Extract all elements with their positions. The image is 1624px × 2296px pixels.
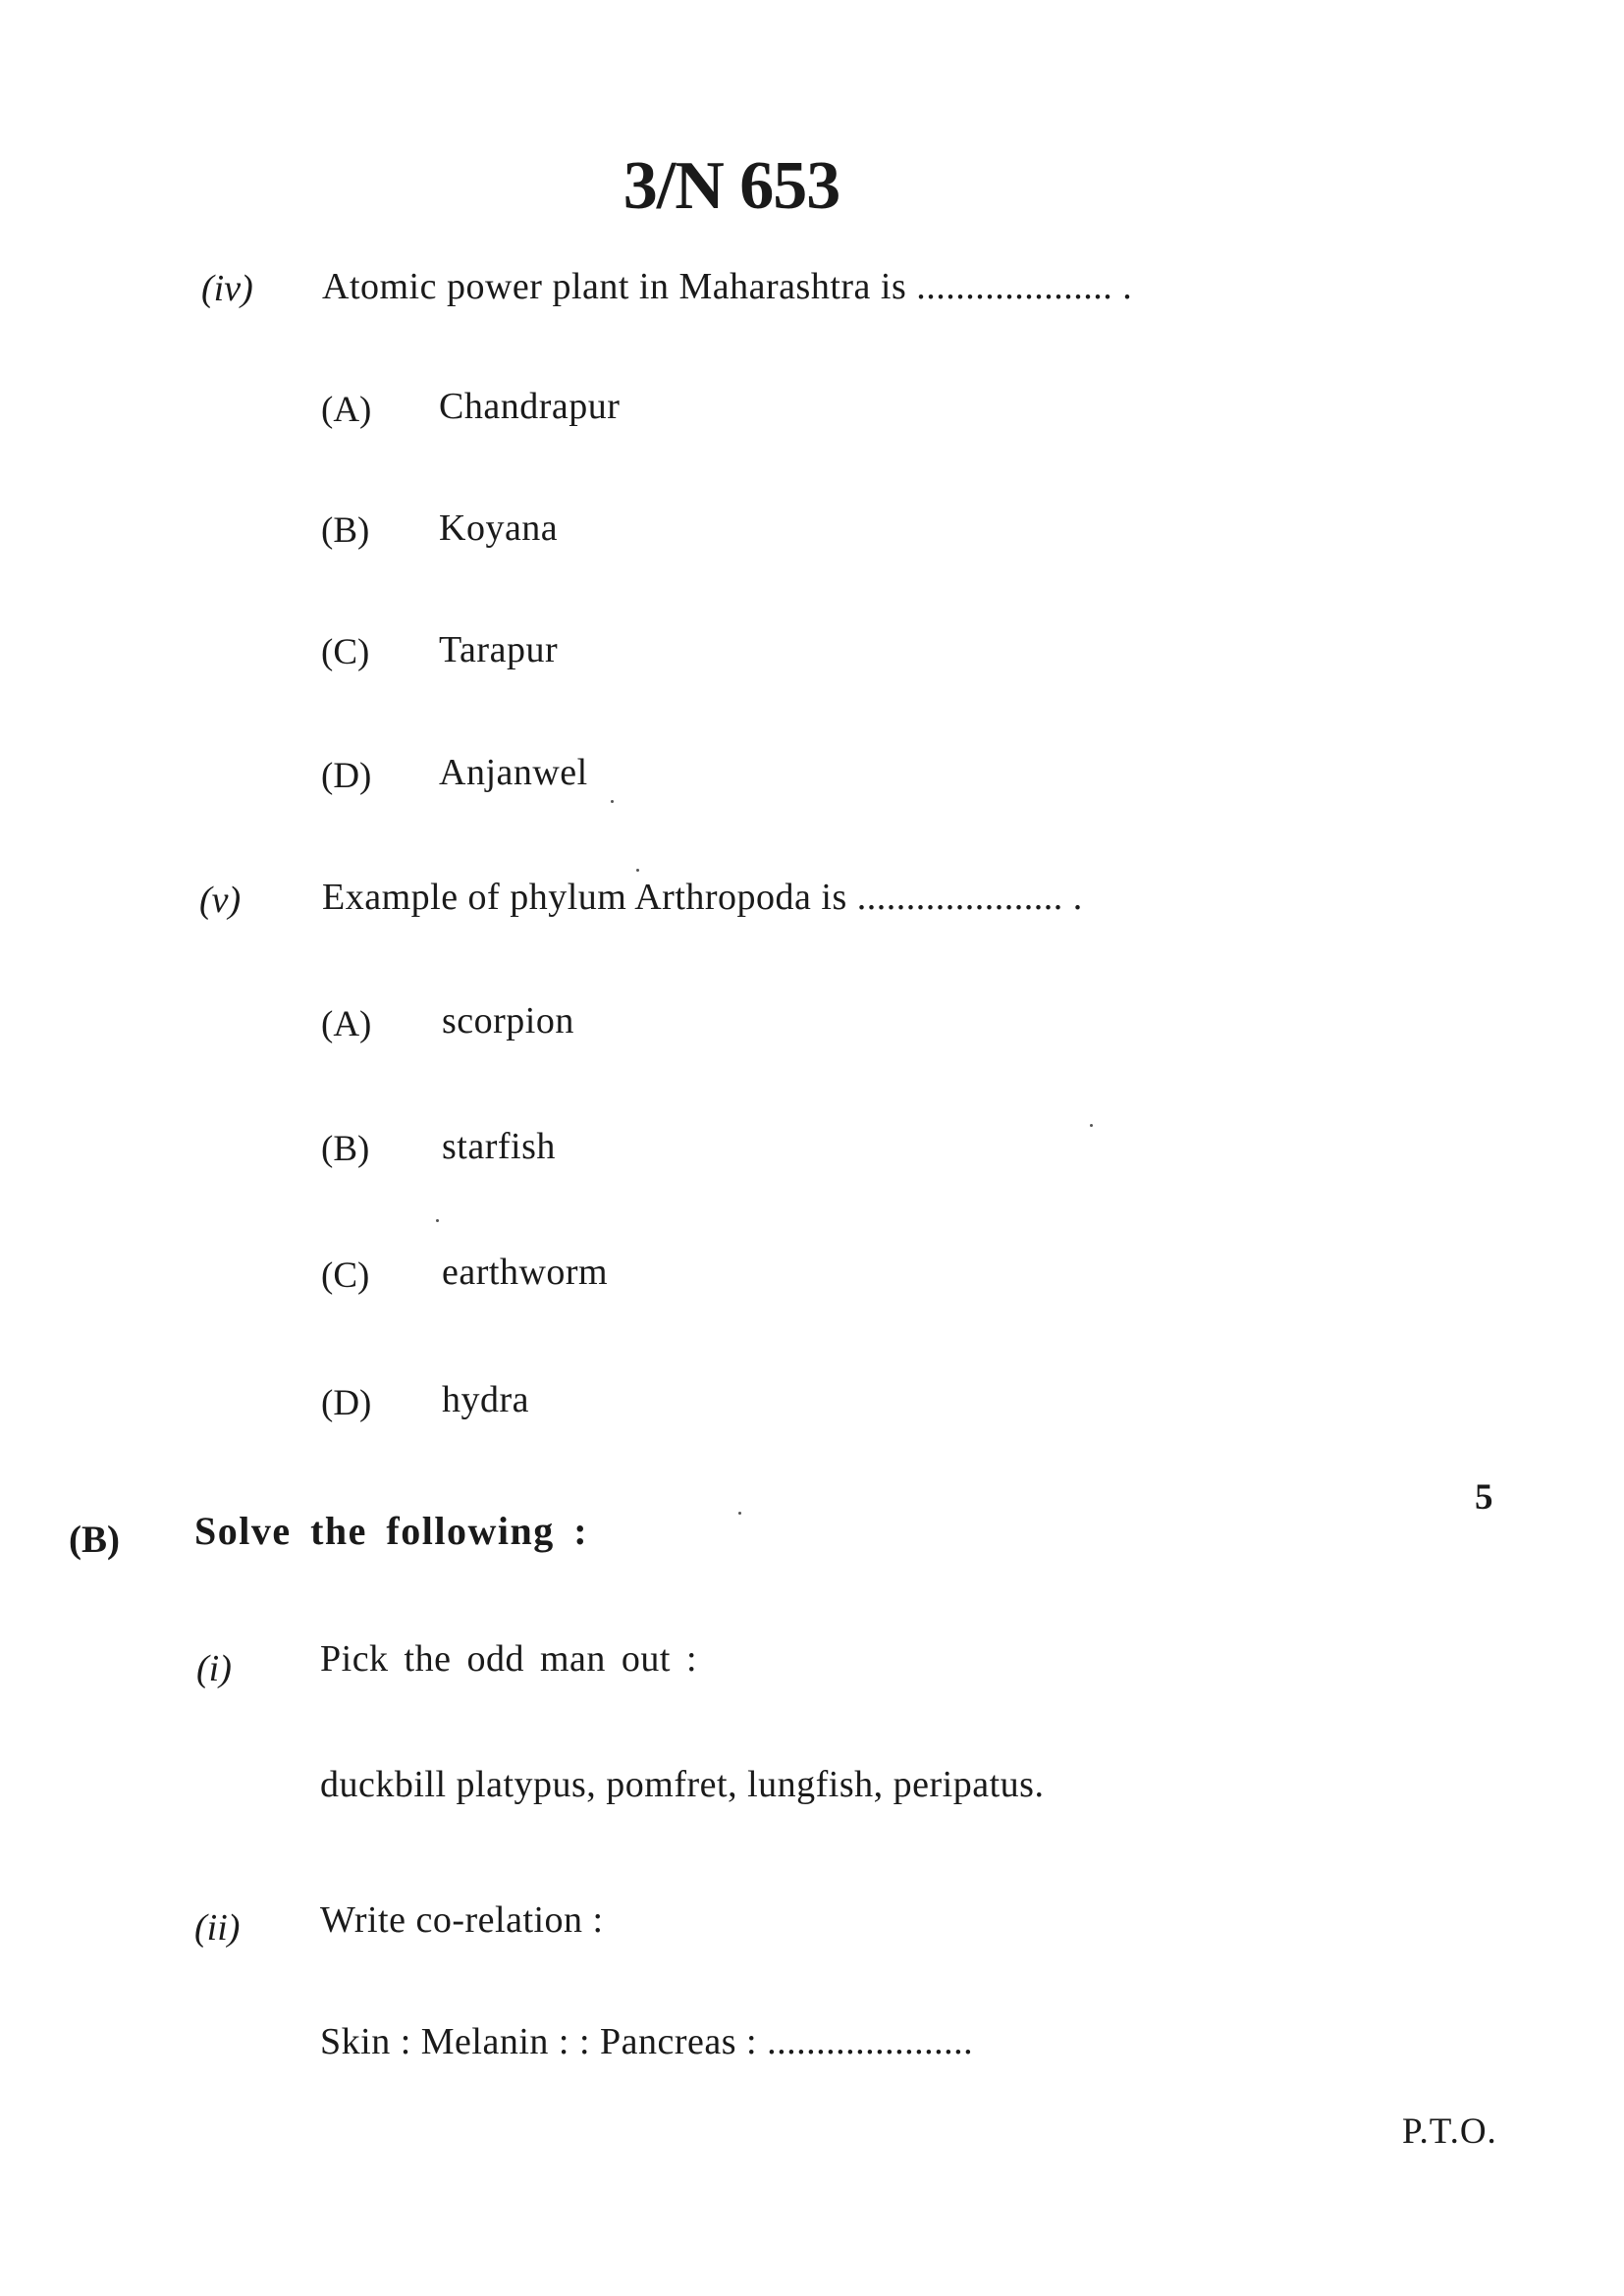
page-code: 3/N 653 bbox=[623, 148, 840, 224]
question-text: Pick the odd man out : bbox=[320, 1638, 698, 1680]
option-text: earthworm bbox=[442, 1252, 609, 1293]
option-text: Koyana bbox=[439, 507, 559, 549]
scan-speck bbox=[1090, 1124, 1093, 1127]
question-text: Write co-relation : bbox=[320, 1899, 604, 1941]
option-text: Tarapur bbox=[439, 629, 559, 670]
option-label: (A) bbox=[321, 1004, 372, 1044]
option-label: (D) bbox=[321, 756, 372, 796]
option-label: (B) bbox=[321, 1129, 370, 1169]
option-label: (C) bbox=[321, 1255, 370, 1296]
question-number: (ii) bbox=[194, 1907, 241, 1949]
marks: 5 bbox=[1475, 1477, 1493, 1518]
question-number: (iv) bbox=[201, 268, 253, 309]
option-text: hydra bbox=[442, 1379, 530, 1420]
section-label: (B) bbox=[69, 1519, 120, 1561]
option-text: starfish bbox=[442, 1126, 556, 1167]
question-number: (i) bbox=[196, 1648, 232, 1689]
option-label: (A) bbox=[321, 390, 372, 430]
option-label: (D) bbox=[321, 1383, 372, 1423]
section-title: Solve the following : bbox=[194, 1509, 589, 1553]
question-text: Example of phylum Arthropoda is ..................... . bbox=[322, 877, 1083, 918]
scan-speck bbox=[636, 869, 639, 872]
question-number: (v) bbox=[199, 880, 242, 921]
option-label: (B) bbox=[321, 510, 370, 551]
question-text: Atomic power plant in Maharashtra is .................... . bbox=[322, 266, 1133, 307]
scan-speck bbox=[738, 1512, 741, 1515]
scan-speck bbox=[436, 1219, 439, 1222]
scan-speck bbox=[611, 800, 614, 803]
option-text: scorpion bbox=[442, 1000, 574, 1041]
option-text: Chandrapur bbox=[439, 386, 621, 427]
question-detail: Skin : Melanin : : Pancreas : ..................... bbox=[320, 2021, 974, 2062]
question-detail: duckbill platypus, pomfret, lungfish, peripatus. bbox=[320, 1764, 1045, 1805]
page-turn-note: P.T.O. bbox=[1402, 2111, 1497, 2152]
option-text: Anjanwel bbox=[439, 752, 588, 793]
option-label: (C) bbox=[321, 632, 370, 672]
